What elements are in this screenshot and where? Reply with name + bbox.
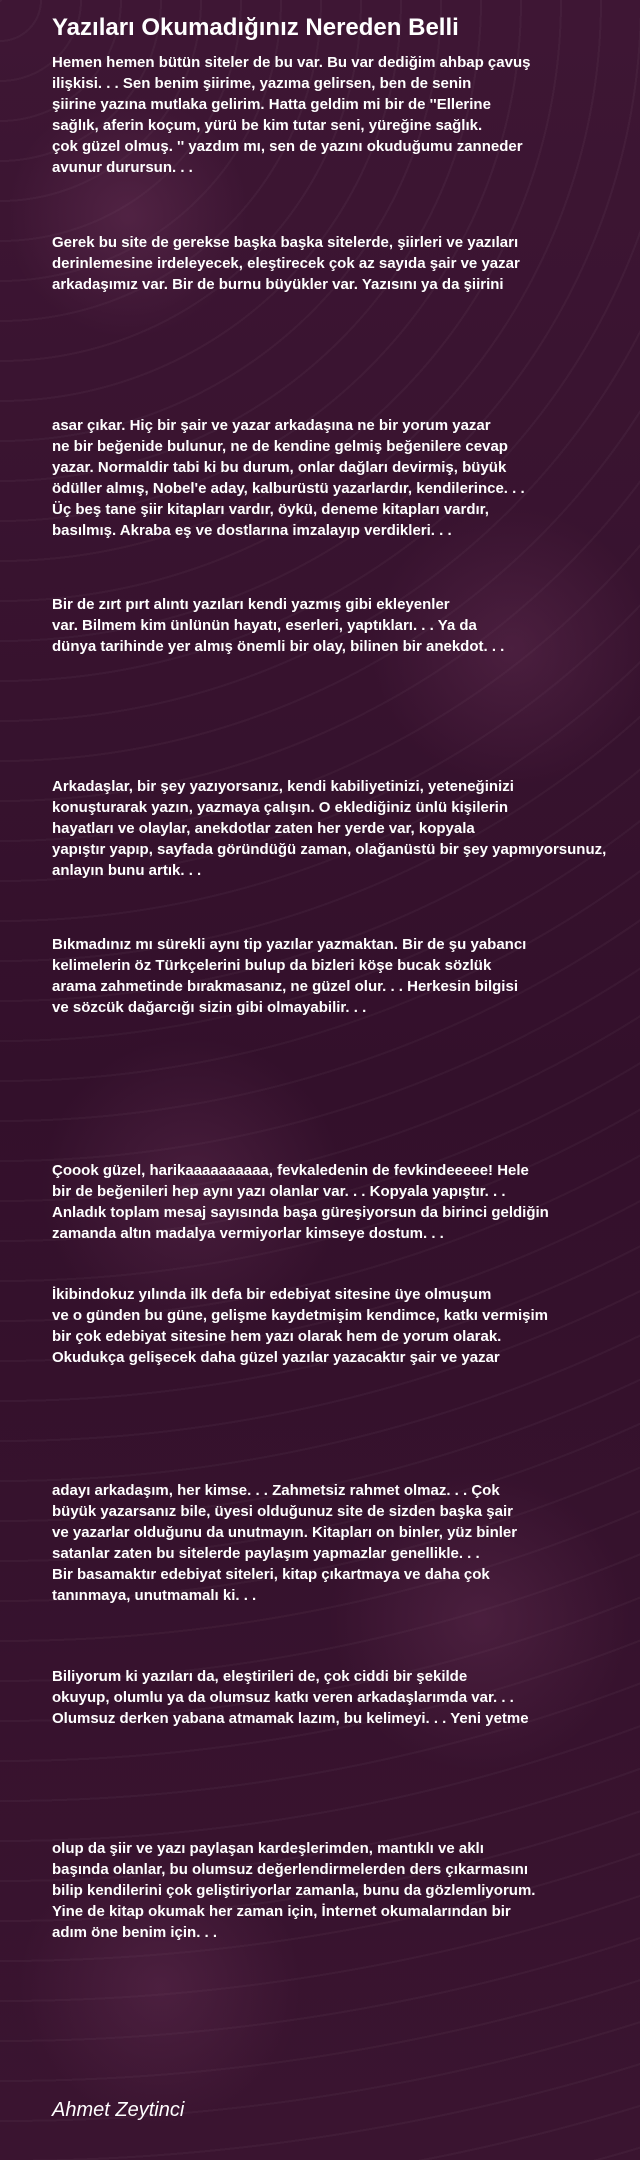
poem-line: konuşturarak yazın, yazmaya çalışın. O eklediğiniz ünlü kişilerin: [52, 799, 508, 816]
poem-line: büyük yazarsanız bile, üyesi olduğunuz site de sizden başka şair: [52, 1503, 513, 1520]
poem-line: dünya tarihinde yer almış önemli bir olay, bilinen bir anekdot. . .: [52, 638, 505, 655]
poem-line: basılmış. Akraba eş ve dostlarına imzalayıp verdikleri. . .: [52, 522, 452, 539]
stanza-9: [52, 1480, 517, 1606]
poem-line: Gerek bu site de gerekse başka başka sitelerde, şiirleri ve yazıları: [52, 234, 519, 251]
author-name: Ahmet Zeytinci: [52, 2099, 185, 2121]
poem-line: ve yazarlar olduğunu da unutmayın. Kitapları on binler, yüz binler: [52, 1524, 518, 1541]
stanza-4: [52, 594, 504, 657]
poem-line: ödüller almış, Nobel'e aday, kalburüstü yazarlardır, kendilerince. . .: [52, 480, 525, 497]
poem-line: asar çıkar. Hiç bir şair ve yazar arkadaşına ne bir yorum yazar: [52, 417, 491, 434]
poem-line: Bıkmadınız mı sürekli aynı tip yazılar yazmaktan. Bir de şu yabancı: [52, 936, 527, 953]
poem-line: tanınmaya, unutmamalı ki. . .: [52, 1587, 257, 1604]
poem-line: İkibindokuz yılında ilk defa bir edebiyat sitesine üye olmuşum: [52, 1286, 492, 1303]
poem-line: Olumsuz derken yabana atmamak lazım, bu kelimeyi. . . Yeni yetme: [52, 1710, 529, 1727]
stanza-2: [52, 232, 520, 295]
poem-line: bilip kendilerini çok geliştiriyorlar zamanla, bunu da gözlemliyorum.: [52, 1882, 536, 1899]
poem-line: Anladık toplam mesaj sayısında başa güreşiyorsun da birinci geldiğin: [52, 1204, 549, 1221]
poem-line: adım öne benim için. . .: [52, 1924, 218, 1941]
poem-line: Biliyorum ki yazıları da, eleştirileri de, çok ciddi bir şekilde: [52, 1668, 468, 1685]
stanza-11: [52, 1838, 535, 1943]
stanza-3: [52, 415, 525, 541]
poem-line: olup da şiir ve yazı paylaşan kardeşlerimden, mantıklı ve aklı: [52, 1840, 484, 1857]
poem-line: adayı arkadaşım, her kimse. . . Zahmetsiz rahmet olmaz. . . Çok: [52, 1482, 500, 1499]
poem-line: ilişkisi. . . Sen benim şiirime, yazıma gelirsen, ben de senin: [52, 75, 472, 92]
poem-line: çok güzel olmuş. '' yazdım mı, sen de yazını okuduğumu zanneder: [52, 138, 523, 155]
poem-line: Yine de kitap okumak her zaman için, İnternet okumalarından bir: [52, 1903, 511, 1920]
poem-line: var. Bilmem kim ünlünün hayatı, eserleri, yaptıkları. . . Ya da: [52, 617, 477, 634]
poem-line: zamanda altın madalya vermiyorlar kimseye dostum. . .: [52, 1225, 444, 1242]
poem-line: avunur durursun. . .: [52, 159, 193, 176]
poem-line: ve o günden bu güne, gelişme kaydetmişim kendimce, katkı vermişim: [52, 1307, 549, 1324]
poem-line: okuyup, olumlu ya da olumsuz katkı veren arkadaşlarımda var. . .: [52, 1689, 514, 1706]
poem-line: ne bir beğenide bulunur, ne de kendine gelmiş beğenilere cevap: [52, 438, 508, 455]
poem-line: derinlemesine irdeleyecek, eleştirecek çok az sayıda şair ve yazar: [52, 255, 520, 272]
poem-line: Okudukça gelişecek daha güzel yazılar yazacaktır şair ve yazar: [52, 1349, 500, 1366]
stanza-8: [52, 1284, 548, 1368]
poem-line: arama zahmetinde bırakmasanız, ne güzel olur. . . Herkesin bilgisi: [52, 978, 518, 995]
poem-line: yazar. Normaldir tabi ki bu durum, onlar dağları devirmiş, büyük: [52, 459, 507, 476]
poem-line: kelimelerin öz Türkçelerini bulup da bizleri köşe bucak sözlük: [52, 957, 492, 974]
poem-line: şiirine yazına mutlaka gelirim. Hatta geldim mi bir de ''Ellerine: [52, 96, 491, 113]
poem-line: Bir de zırt pırt alıntı yazıları kendi yazmış gibi ekleyenler: [52, 596, 450, 613]
poem-line: bir çok edebiyat sitesine hem yazı olarak hem de yorum olarak.: [52, 1328, 502, 1345]
poem-line: anlayın bunu artık. . .: [52, 862, 202, 879]
poem-line: satanlar zaten bu sitelerde paylaşım yapmazlar genellikle. . .: [52, 1545, 480, 1562]
stanza-5: [52, 776, 606, 881]
poem-line: arkadaşımız var. Bir de burnu büyükler var. Yazısını ya da şiirini: [52, 276, 504, 293]
poem-line: Hemen hemen bütün siteler de bu var. Bu var dediğim ahbap çavuş: [52, 54, 531, 71]
poem-line: başında olanlar, bu olumsuz değerlendirmelerden ders çıkarmasını: [52, 1861, 528, 1878]
poem-line: hayatları ve olaylar, anekdotlar zaten her yerde var, kopyala: [52, 820, 475, 837]
poem-line: Çoook güzel, harikaaaaaaaaaa, fevkaledenin de fevkindeeeee! Hele: [52, 1162, 529, 1179]
poem-line: Üç beş tane şiir kitapları vardır, öykü, deneme kitapları vardır,: [52, 501, 489, 518]
poem-title: Yazıları Okumadığınız Nereden Belli: [52, 14, 459, 41]
poem-line: bir de beğenileri hep aynı yazı olanlar var. . . Kopyala yapıştır. . .: [52, 1183, 506, 1200]
stanza-10: [52, 1666, 529, 1729]
stanza-1: [52, 52, 530, 178]
poem-line: yapıştır yapıp, sayfada göründüğü zaman, olağanüstü bir şey yapmıyorsunuz,: [52, 841, 607, 858]
poem-line: Arkadaşlar, bir şey yazıyorsanız, kendi kabiliyetinizi, yeteneğinizi: [52, 778, 514, 795]
poem-line: Bir basamaktır edebiyat siteleri, kitap çıkartmaya ve daha çok: [52, 1566, 490, 1583]
poem-line: ve sözcük dağarcığı sizin gibi olmayabilir. . .: [52, 999, 367, 1016]
stanza-6: [52, 934, 526, 1018]
poem-line: sağlık, aferin koçum, yürü be kim tutar seni, yüreğine sağlık.: [52, 117, 483, 134]
stanza-7: [52, 1160, 549, 1244]
